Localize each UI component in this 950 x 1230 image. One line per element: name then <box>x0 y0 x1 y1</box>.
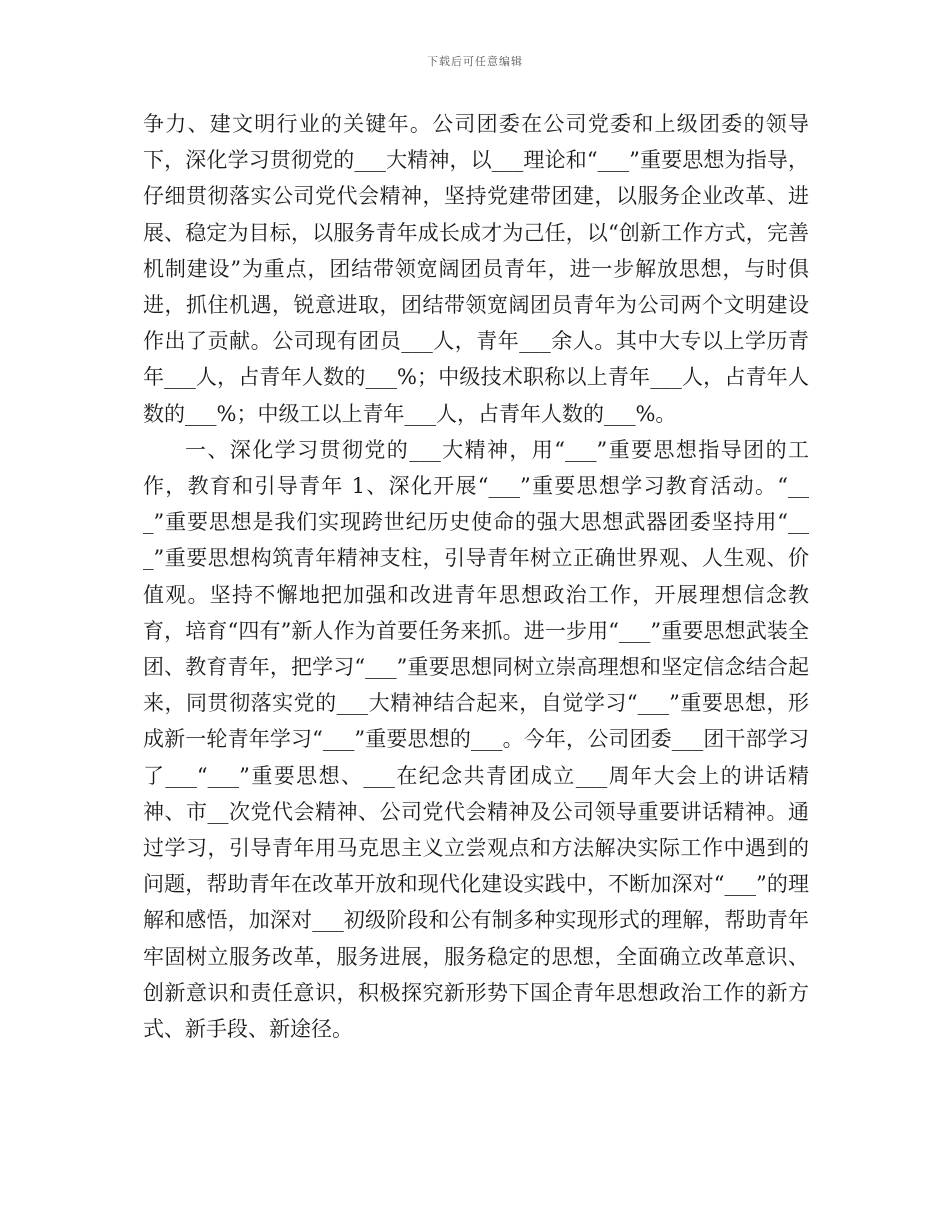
paragraph-intro: 争力、建文明行业的关键年。公司团委在公司党委和上级团委的领导下，深化学习贯彻党的___大精神，以___理论和“___”重要思想为指导，仔细贯彻落实公司党代会精神，坚持党建带团建，以服务企业改革、进展、稳定为目标，以服务青年成长成才为己任，以“创新工作方式，完善机制建设”为重点，团结带领宽阔团员青年，进一步解放思想，与时俱进，抓住机遇，锐意进取，团结带领宽阔团员青年为公司两个文明建设作出了贡献。公司现有团员___人，青年___余人。其中大专以上学历青年___人，占青年人数的___%；中级技术职称以上青年___人，占青年人数的___%；中级工以上青年___人，占青年人数的___%。 <box>143 112 809 426</box>
paragraph-section-one: 一、深化学习贯彻党的___大精神，用“___”重要思想指导团的工作，教育和引导青年 1、深化开展“___”重要思想学习教育活动。“___”重要思想是我们实现跨世纪历史使命的强大思想武器团委坚持用“___”重要思想构筑青年精神支柱，引导青年树立正确世界观、人生观、价值观。坚持不懈地把加强和改进青年思想政治工作，开展理想信念教育，培育“四有”新人作为首要任务来抓。进一步用“___”重要思想武装全团、教育青年，把学习“___”重要思想同树立崇高理想和坚定信念结合起来，同贯彻落实党的___大精神结合起来，自觉学习“___”重要思想，形成新一轮青年学习“___”重要思想的___。今年，公司团委___团干部学习了___“___”重要思想、___在纪念共青团成立___周年大会上的讲话精神、市__次党代会精神、公司党代会精神及公司领导重要讲话精神。通过学习，引导青年用马克思主义立尝观点和方法解决实际工作中遇到的问题，帮助青年在改革开放和现代化建设实践中，不断加深对“___”的理解和感悟，加深对___初级阶段和公有制多种实现形式的理解，帮助青年牢固树立服务改革，服务进展，服务稳定的思想，全面确立改革意识、创新意识和责任意识，积极探究新形势下国企青年思想政治工作的新方式、新手段、新途径。 <box>143 437 809 1042</box>
document-body <box>143 106 809 1047</box>
page-header: 下载后可任意编辑 <box>427 55 523 68</box>
